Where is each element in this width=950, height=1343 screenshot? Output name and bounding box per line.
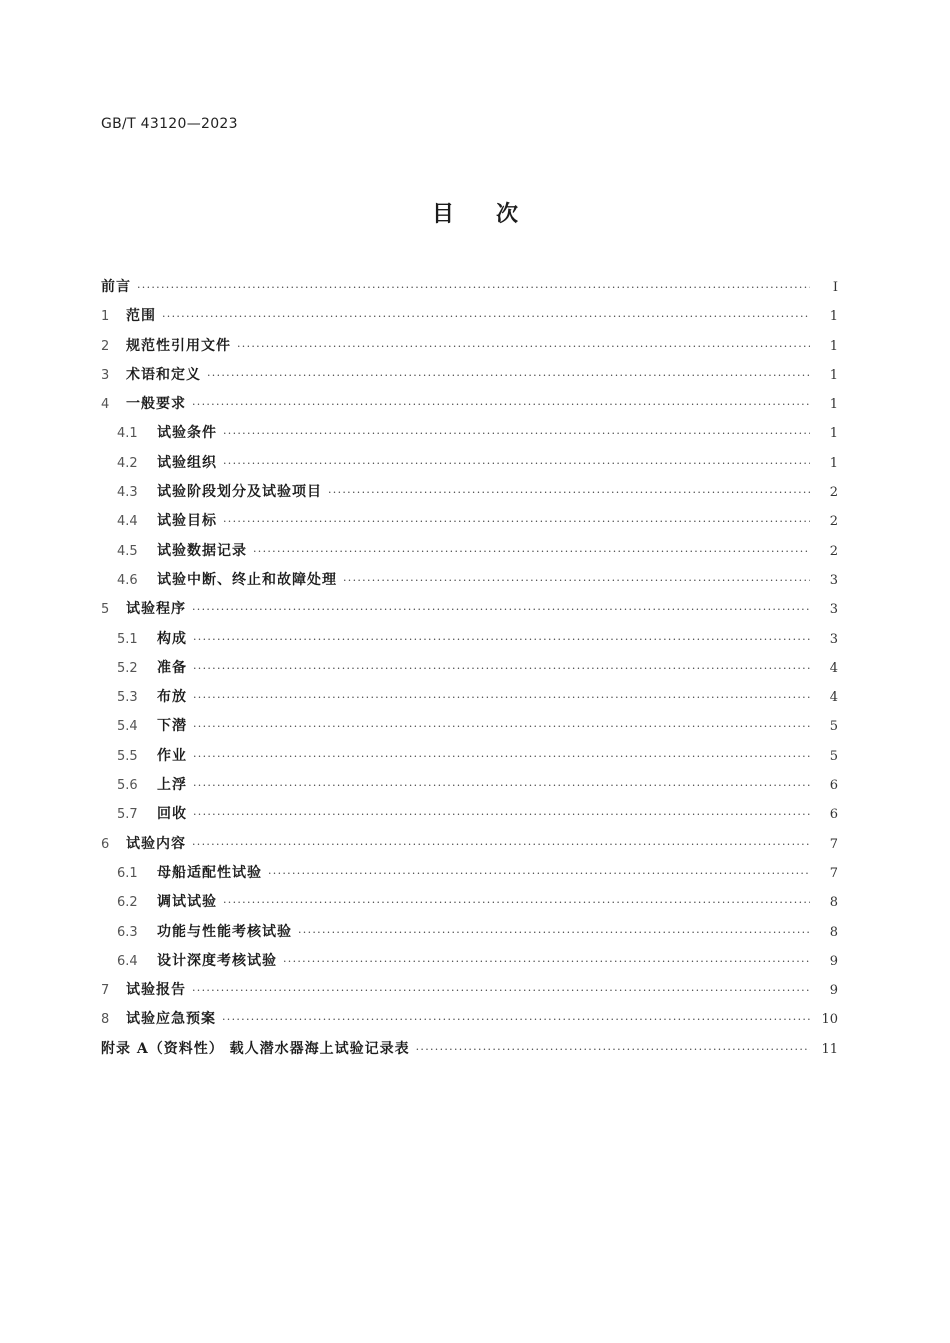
toc-entry-number: 6 [101, 836, 110, 852]
toc-entry-page: 1 [829, 455, 838, 471]
toc-entry[interactable] [101, 419, 838, 448]
toc-leader-dots [192, 390, 810, 419]
toc-entry-number: 3 [101, 367, 110, 383]
toc-title-char: 次 [496, 202, 519, 227]
toc-entry-label: 规范性引用文件 [126, 337, 231, 354]
toc-entry-label: 范围 [126, 308, 156, 325]
toc-entry-number: 5.7 [117, 807, 138, 823]
toc-entry-page: 3 [829, 572, 838, 588]
toc-leader-dots [162, 302, 810, 331]
toc-entry-number: 6.1 [117, 865, 138, 881]
toc-entry[interactable] [101, 478, 838, 507]
toc-leader-dots [268, 859, 810, 888]
toc-entry-number: 5.4 [117, 719, 138, 735]
toc-entry-page: 6 [829, 807, 838, 823]
toc-entry-page: 2 [829, 514, 838, 530]
toc-entry[interactable] [101, 625, 838, 654]
toc-entry-number: 5.1 [117, 631, 138, 647]
toc-entry-page: 5 [829, 719, 838, 735]
toc-entry[interactable] [101, 800, 838, 829]
toc-entry-page: 8 [829, 895, 838, 911]
toc-entry-number: 1 [101, 309, 110, 325]
toc-entry-number: 5.3 [117, 690, 138, 706]
toc-entry-label: 布放 [157, 689, 187, 706]
toc-entry[interactable] [101, 507, 838, 536]
toc-entry[interactable] [101, 537, 838, 566]
toc-entry-number: 6.4 [117, 953, 138, 969]
toc-leader-dots [283, 947, 810, 976]
toc-entry-label: 回收 [157, 806, 187, 823]
toc-entry-number: 8 [101, 1012, 110, 1028]
toc-leader-dots [193, 625, 810, 654]
toc-entry-label: 试验条件 [157, 425, 217, 442]
toc-entry-number: 6.2 [117, 895, 138, 911]
toc-entry-number: 4.2 [117, 455, 138, 471]
toc-entry-label: 试验报告 [126, 982, 186, 999]
toc-entry-page: Ⅰ [832, 280, 838, 295]
toc-entry-number: 5.2 [117, 660, 138, 676]
toc-leader-dots [223, 449, 810, 478]
toc-entry[interactable] [101, 273, 838, 302]
toc-leader-dots [222, 1005, 810, 1034]
toc-leader-dots [253, 537, 810, 566]
toc-entry-number: 4.6 [117, 572, 138, 588]
toc-entry-label: 一般要求 [126, 396, 186, 413]
toc-entry-page: 11 [821, 1041, 838, 1057]
toc-entry-label: 附录 A（资料性） 载人潜水器海上试验记录表 [101, 1040, 410, 1057]
toc-leader-dots [223, 419, 810, 448]
toc-entry[interactable] [101, 830, 838, 859]
toc-title-char: 目 [431, 202, 454, 227]
toc-entry-number: 4 [101, 397, 110, 413]
toc-entry-label: 准备 [157, 659, 187, 676]
toc-entry[interactable] [101, 449, 838, 478]
table-of-contents [101, 273, 838, 1064]
toc-leader-dots [298, 918, 810, 947]
toc-entry-label: 母船适配性试验 [157, 864, 262, 881]
toc-leader-dots [223, 888, 810, 917]
toc-entry[interactable] [101, 390, 838, 419]
toc-title [0, 197, 950, 228]
toc-entry[interactable] [101, 1035, 838, 1064]
standard-code: GB/T 43120—2023 [101, 116, 238, 132]
toc-entry-number: 4.3 [117, 485, 138, 501]
toc-entry-label: 调试试验 [157, 894, 217, 911]
toc-entry-page: 8 [829, 924, 838, 940]
toc-leader-dots [223, 507, 810, 536]
toc-entry[interactable] [101, 361, 838, 390]
toc-entry-label: 试验中断、终止和故障处理 [157, 571, 337, 588]
toc-leader-dots [237, 332, 810, 361]
toc-entry-page: 2 [829, 485, 838, 501]
toc-entry-number: 4.1 [117, 426, 138, 442]
toc-entry-label: 试验程序 [126, 601, 186, 618]
toc-entry-number: 5 [101, 602, 110, 618]
toc-leader-dots [193, 771, 810, 800]
toc-leader-dots [192, 595, 810, 624]
toc-entry-label: 设计深度考核试验 [157, 952, 277, 969]
toc-entry[interactable] [101, 918, 838, 947]
toc-entry-page: 6 [829, 778, 838, 794]
toc-entry-page: 2 [829, 543, 838, 559]
toc-entry-number: 2 [101, 338, 110, 354]
toc-entry-label: 试验组织 [157, 454, 217, 471]
toc-entry[interactable] [101, 654, 838, 683]
toc-entry-page: 1 [829, 397, 838, 413]
toc-entry-label: 试验数据记录 [157, 542, 247, 559]
toc-entry[interactable] [101, 566, 838, 595]
toc-entry-page: 9 [829, 983, 838, 999]
toc-leader-dots [193, 712, 810, 741]
toc-entry-page: 4 [829, 690, 838, 706]
toc-leader-dots [192, 830, 810, 859]
toc-entry-page: 7 [829, 836, 838, 852]
toc-entry[interactable] [101, 332, 838, 361]
toc-entry[interactable] [101, 976, 838, 1005]
toc-entry-label: 功能与性能考核试验 [157, 923, 292, 940]
toc-entry-number: 4.4 [117, 514, 138, 530]
toc-leader-dots [193, 742, 810, 771]
toc-entry[interactable] [101, 742, 838, 771]
toc-entry-page: 10 [821, 1012, 838, 1028]
toc-entry-label: 试验应急预案 [126, 1011, 216, 1028]
toc-entry-page: 1 [829, 309, 838, 325]
toc-entry-page: 5 [829, 748, 838, 764]
toc-entry-label: 上浮 [157, 777, 187, 794]
toc-entry-page: 3 [829, 602, 838, 618]
toc-entry-number: 4.5 [117, 543, 138, 559]
toc-entry-label: 下潜 [157, 718, 187, 735]
toc-entry-label: 试验阶段划分及试验项目 [157, 484, 322, 501]
toc-entry-page: 4 [829, 660, 838, 676]
toc-entry-page: 1 [829, 338, 838, 354]
toc-entry-label: 试验目标 [157, 513, 217, 530]
toc-entry-label: 术语和定义 [126, 366, 201, 383]
toc-entry-page: 1 [829, 367, 838, 383]
toc-leader-dots [192, 976, 810, 1005]
toc-entry[interactable] [101, 302, 838, 331]
toc-entry-label: 作业 [157, 747, 187, 764]
toc-entry-page: 9 [829, 953, 838, 969]
toc-entry[interactable] [101, 771, 838, 800]
toc-entry[interactable] [101, 947, 838, 976]
toc-leader-dots [193, 683, 810, 712]
toc-entry[interactable] [101, 683, 838, 712]
toc-entry-number: 5.6 [117, 778, 138, 794]
toc-leader-dots [328, 478, 810, 507]
toc-entry-label: 试验内容 [126, 835, 186, 852]
toc-leader-dots [343, 566, 810, 595]
toc-entry-number: 5.5 [117, 748, 138, 764]
toc-entry-number: 6.3 [117, 924, 138, 940]
toc-entry[interactable] [101, 595, 838, 624]
toc-leader-dots [193, 654, 810, 683]
toc-entry-page: 7 [829, 865, 838, 881]
toc-leader-dots [416, 1035, 810, 1064]
toc-entry[interactable] [101, 1005, 838, 1034]
toc-leader-dots [207, 361, 810, 390]
toc-entry[interactable] [101, 712, 838, 741]
toc-leader-dots [193, 800, 810, 829]
toc-entry-page: 1 [829, 426, 838, 442]
toc-entry[interactable] [101, 888, 838, 917]
toc-entry[interactable] [101, 859, 838, 888]
toc-entry-label: 前言 [101, 279, 131, 295]
toc-leader-dots [137, 273, 810, 302]
toc-entry-page: 3 [829, 631, 838, 647]
toc-entry-label: 构成 [157, 630, 187, 647]
toc-entry-number: 7 [101, 983, 110, 999]
